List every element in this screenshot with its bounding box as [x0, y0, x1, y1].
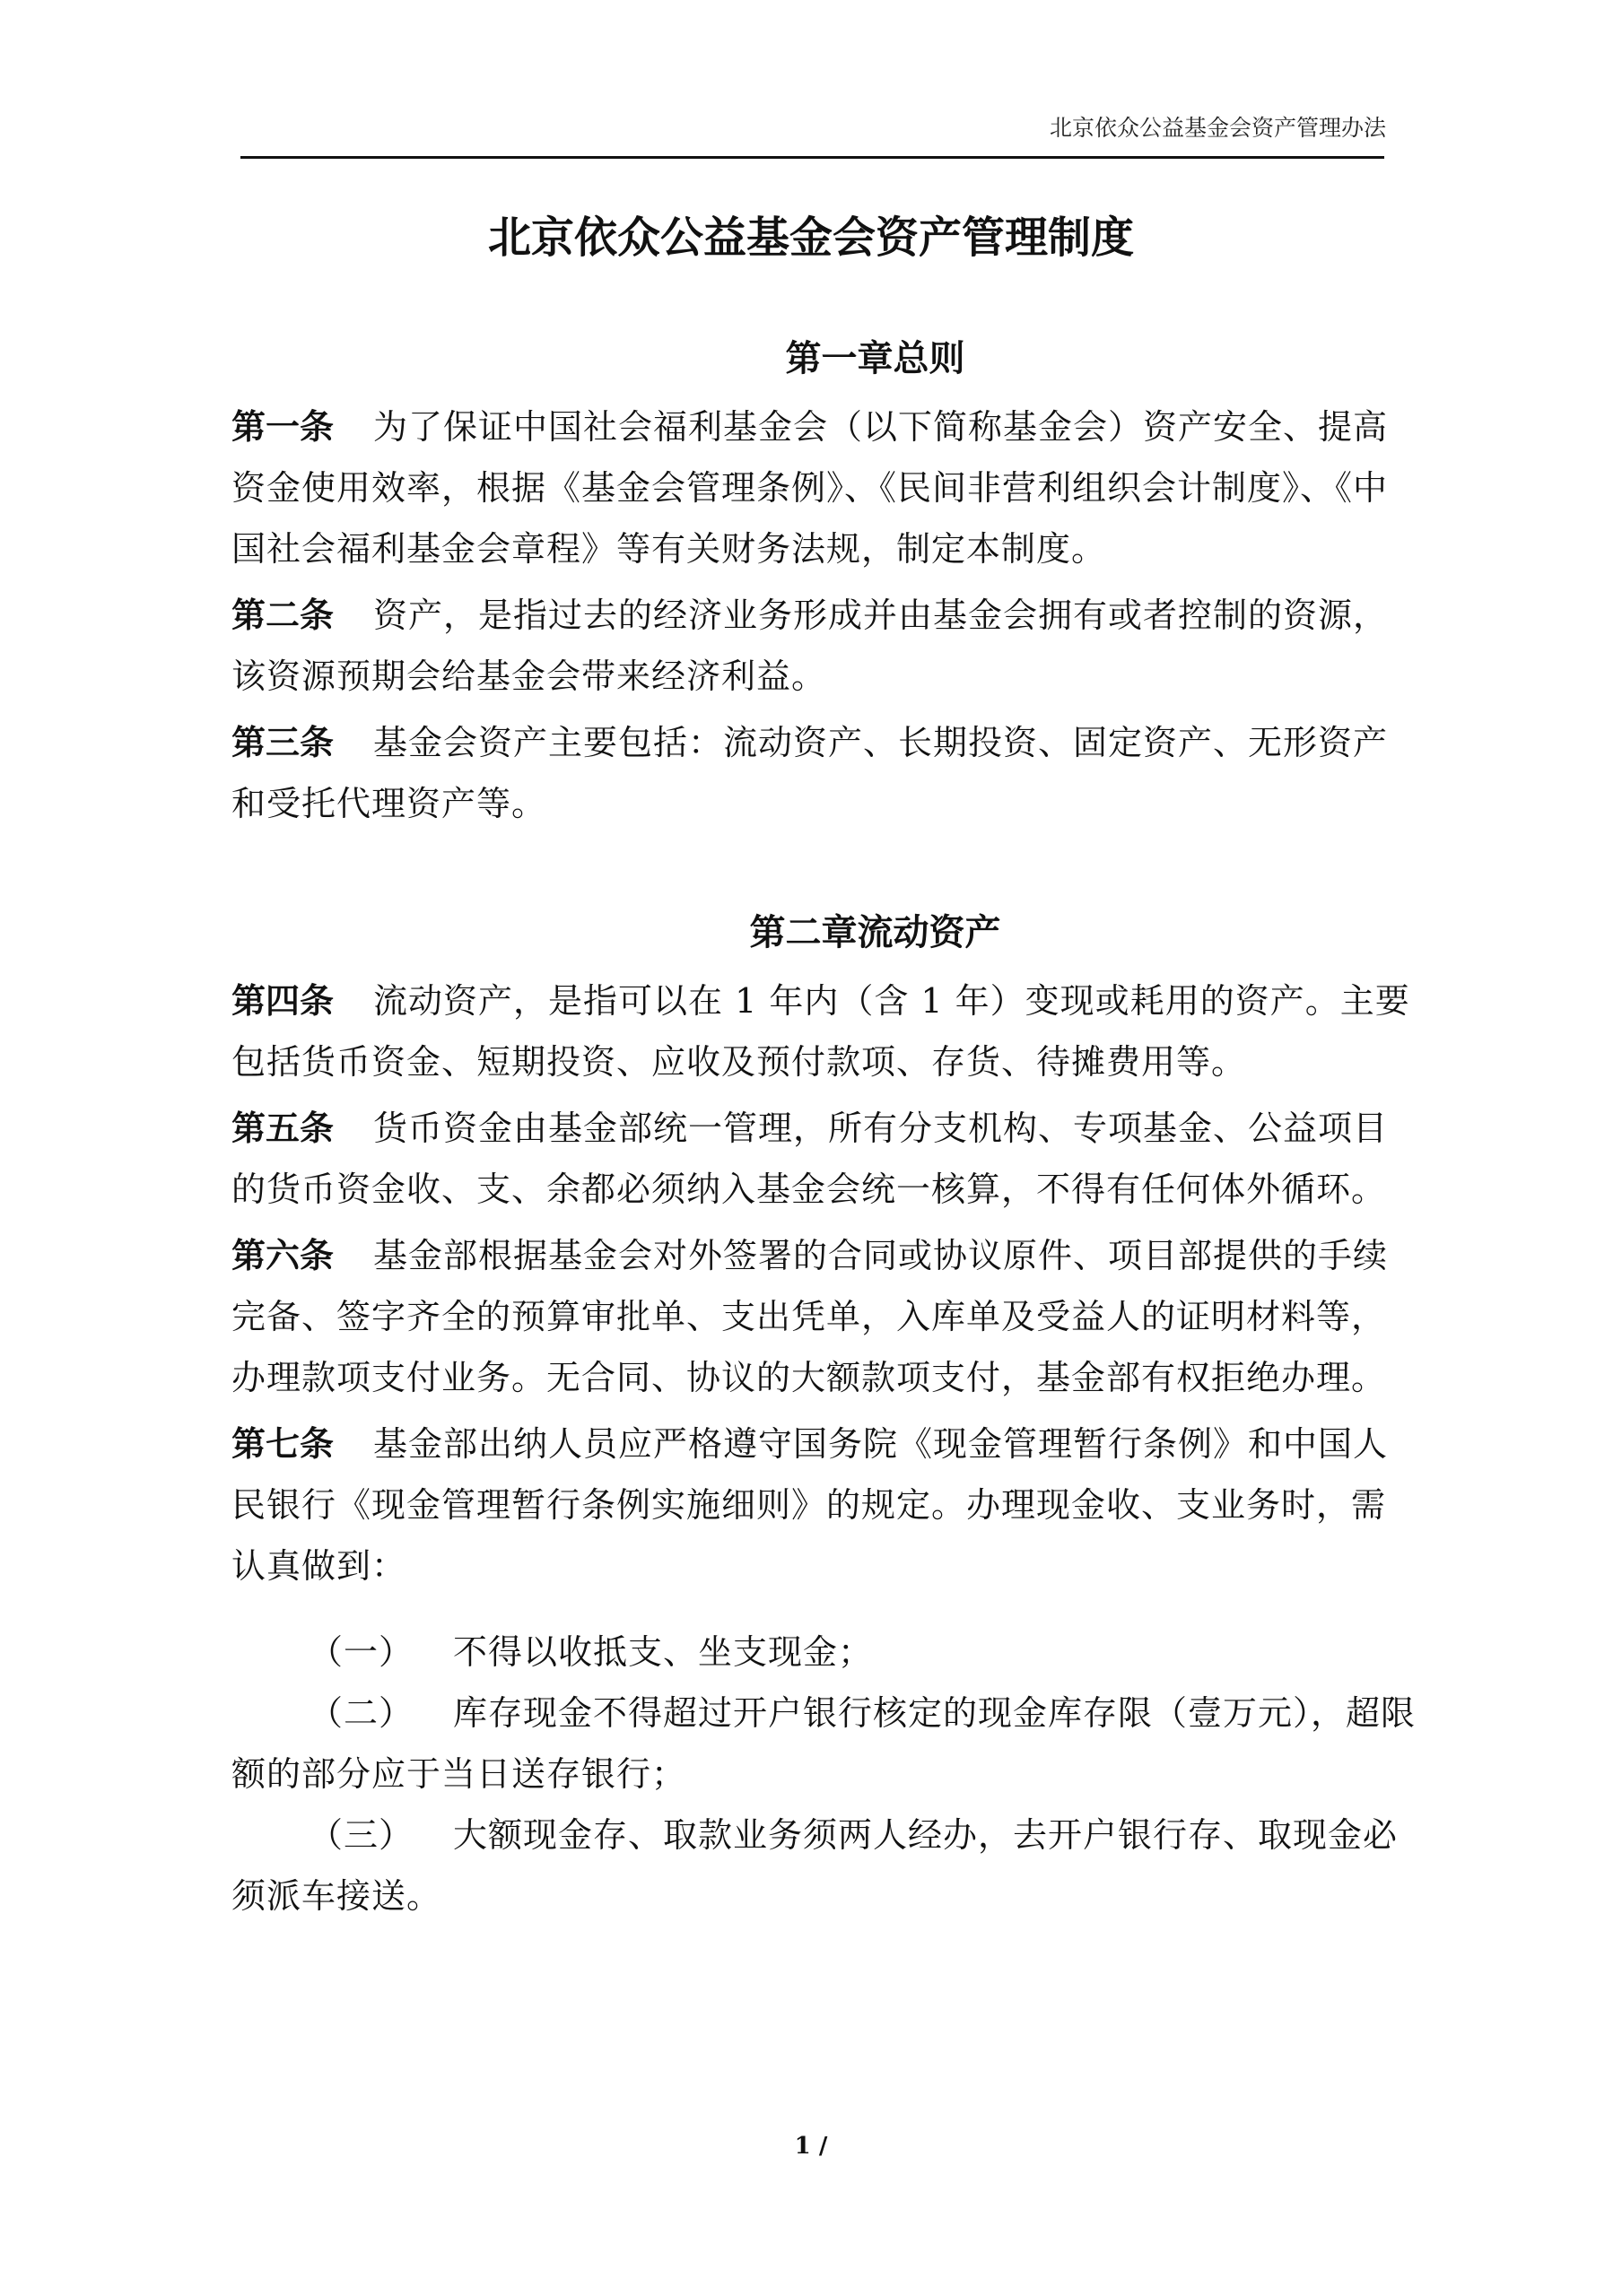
- list-item-text: 不得以收抵支、坐支现金；: [453, 1632, 874, 1672]
- list-item: [231, 1683, 1420, 1805]
- article: [231, 970, 1420, 1092]
- header-rule: [240, 156, 1384, 159]
- article-number: 第七条: [231, 1424, 335, 1464]
- article: [231, 712, 1420, 834]
- article-text: 资产，是指过去的经济业务形成并由基金会拥有或者控制的资源，该资源预期会给基金会带来经济利益。: [231, 596, 1389, 696]
- article-number: 第六条: [231, 1236, 335, 1275]
- article-number: 第五条: [231, 1109, 335, 1148]
- list-item-number: （二）: [309, 1693, 414, 1733]
- page-number: 1 /: [794, 2133, 828, 2160]
- article-number: 第一条: [231, 407, 335, 447]
- list-item-number: （三）: [309, 1815, 414, 1855]
- article-text: 基金部根据基金会对外签署的合同或协议原件、项目部提供的手续完备、签字齐全的预算审批单、支出凭单，入库单及受益人的证明材料等，办理款项支付业务。无合同、协议的大额款项支付，基金部有权拒绝办理。: [231, 1236, 1389, 1397]
- article-number: 第二条: [231, 596, 335, 635]
- running-header: 北京依众公益基金会资产管理办法: [1049, 115, 1386, 141]
- chapter-heading: 第二章流动资产: [749, 912, 1001, 953]
- chapter-heading: 第一章总则: [785, 338, 965, 379]
- list-item-number: （一）: [309, 1632, 414, 1672]
- article-text: 为了保证中国社会福利基金会（以下简称基金会）资产安全、提高资金使用效率，根据《基金会管理条例》、《民间非营利组织会计制度》、《中国社会福利基金会章程》等有关财务法规，制定本制度。: [231, 407, 1389, 569]
- article-text: 货币资金由基金部统一管理，所有分支机构、专项基金、公益项目的货币资金收、支、余都必须纳入基金会统一核算，不得有任何体外循环。: [231, 1109, 1389, 1209]
- article: [231, 1413, 1420, 1596]
- article: [231, 396, 1420, 579]
- article: [231, 1098, 1420, 1220]
- article-text: 基金部出纳人员应严格遵守国务院《现金管理暂行条例》和中国人民银行《现金管理暂行条例实施细则》的规定。办理现金收、支业务时，需认真做到：: [231, 1424, 1389, 1586]
- article-number: 第三条: [231, 723, 335, 762]
- numbered-list: [231, 1622, 1420, 1926]
- article: [231, 1225, 1420, 1408]
- list-item: [231, 1805, 1420, 1926]
- article: [231, 585, 1420, 707]
- article-text: 基金会资产主要包括：流动资产、长期投资、固定资产、无形资产和受托代理资产等。: [231, 723, 1389, 823]
- list-item: [231, 1622, 1420, 1683]
- document-title: 北京依众公益基金会资产管理制度: [487, 213, 1134, 263]
- list-item-text: 大额现金存、取款业务须两人经办，去开户银行存、取现金必须派车接送。: [231, 1815, 1399, 1916]
- article-text: 流动资产，是指可以在 1 年内（含 1 年）变现或耗用的资产。主要包括货币资金、短期投资、应收及预付款项、存货、待摊费用等。: [231, 981, 1410, 1082]
- article-number: 第四条: [231, 981, 335, 1021]
- document-body: [231, 330, 1420, 1926]
- list-item-text: 库存现金不得超过开户银行核定的现金库存限（壹万元），超限额的部分应于当日送存银行；: [231, 1693, 1417, 1794]
